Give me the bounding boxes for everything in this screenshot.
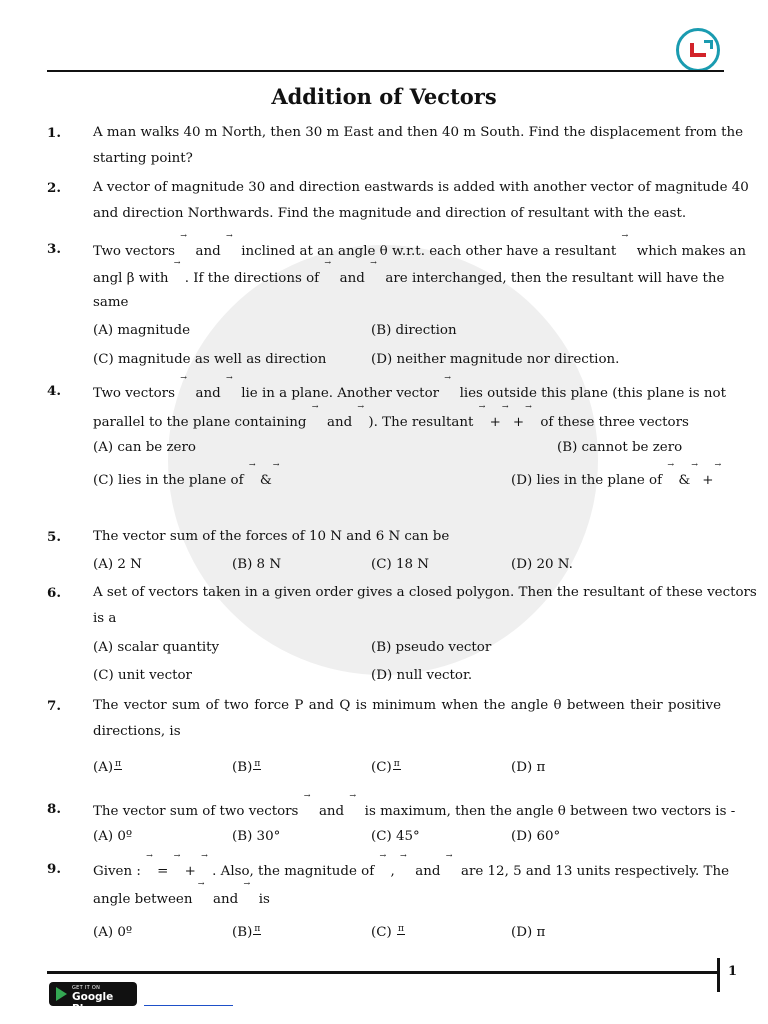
option-a: (A) π — [93, 759, 122, 775]
option-d: (D) lies in the plane of → &→ +→ — [511, 470, 726, 488]
question-text: same — [93, 295, 129, 310]
fraction: π — [115, 759, 122, 769]
question-text: The vector sum of the forces of 10 N and 6 N can be — [93, 529, 450, 544]
footer-divider — [47, 971, 719, 974]
question-text: angl β with → . If the directions of → and → are interchanged, then the resultant will have the — [93, 268, 721, 286]
option-a: (A) can be zero — [93, 440, 196, 455]
question-number: 9. — [47, 861, 61, 877]
option-b: (B) π — [232, 924, 261, 940]
vector-symbol — [378, 861, 390, 875]
question-number: 4. — [47, 383, 61, 399]
vector-symbol — [445, 861, 457, 875]
vector-symbol — [501, 412, 513, 426]
question-number: 2. — [47, 180, 61, 196]
option-a: (A) magnitude — [93, 323, 191, 338]
option-a: (A) 2 N — [93, 557, 142, 572]
footer-divider-tick — [717, 958, 720, 992]
fraction: π — [254, 759, 261, 769]
vector-symbol — [200, 861, 212, 875]
question-text: Given : → = → + → . Also, the magnitude of → , → and → are 12, 5 and 13 units respectively. The — [93, 861, 721, 879]
badge-store-name: Google Play — [72, 991, 114, 1015]
fraction: π — [398, 924, 404, 934]
question-text: angle between → and → is — [93, 889, 721, 907]
question-number: 7. — [47, 698, 61, 714]
question-text: The vector sum of two vectors → and → is maximum, then the angle θ between two vectors is - — [93, 801, 721, 819]
option-d: (D) π — [511, 760, 546, 775]
question-number: 5. — [47, 529, 61, 545]
vector-symbol — [524, 412, 536, 426]
google-play-badge[interactable] — [49, 982, 137, 1015]
vector-symbol — [443, 383, 455, 397]
page-number: 1 — [728, 964, 738, 979]
vector-symbol — [323, 268, 335, 282]
vector-symbol — [303, 801, 315, 815]
vector-symbol — [714, 470, 726, 484]
vector-symbol — [690, 470, 702, 484]
option-d: (D) 60° — [511, 829, 561, 844]
question-text: directions, is — [93, 724, 181, 739]
question-text: A set of vectors taken in a given order gives a closed polygon. Then the resultant of these vectors — [93, 585, 757, 600]
vector-symbol — [173, 268, 185, 282]
page-title: Addition of Vectors — [271, 84, 497, 109]
question-text: and direction Northwards. Find the magnitude and direction of resultant with the east. — [93, 206, 687, 221]
option-b: (B) 30° — [232, 829, 281, 844]
question-text: A vector of magnitude 30 and direction eastwards is added with another vector of magnitude 40 — [93, 180, 749, 195]
vector-symbol — [197, 889, 209, 903]
option-d: (D) neither magnitude nor direction. — [371, 352, 620, 367]
vector-symbol — [369, 268, 381, 282]
vector-symbol — [666, 470, 678, 484]
play-store-icon — [56, 987, 67, 1001]
option-a: (A) 0º — [93, 925, 133, 940]
option-c: (C) lies in the plane of → &→ — [93, 470, 284, 488]
vector-symbol — [348, 801, 360, 815]
vector-symbol — [242, 889, 254, 903]
question-text: starting point? — [93, 151, 193, 166]
question-text: A man walks 40 m North, then 30 m East and then 40 m South. Find the displacement from the — [93, 125, 743, 140]
question-text: Two vectors → and → lie in a plane. Another vector → lies outside this plane (this plane is not — [93, 383, 721, 401]
vector-symbol — [248, 470, 260, 484]
badge-caption: GET IT ON — [72, 985, 101, 991]
vector-symbol — [173, 861, 185, 875]
vector-symbol — [311, 412, 323, 426]
brand-logo — [676, 28, 720, 72]
question-text: is a — [93, 611, 117, 626]
option-b: (B) 8 N — [232, 557, 282, 572]
vector-symbol — [145, 861, 157, 875]
question-text: Two vectors → and → inclined at an angle θ w.r.t. each other have a resultant → which makes an — [93, 241, 721, 259]
option-a: (A) 0º — [93, 829, 133, 844]
fraction: π — [393, 759, 400, 769]
brand-logo-icon — [690, 43, 706, 57]
option-d: (D) π — [511, 925, 546, 940]
question-text: parallel to the plane containing → and → ). The resultant → +→ +→ of these three vectors — [93, 412, 721, 430]
option-c: (C) π — [371, 759, 400, 775]
vector-symbol — [225, 383, 237, 397]
vector-symbol — [272, 470, 284, 484]
option-c: (C) 45° — [371, 829, 420, 844]
question-number: 8. — [47, 801, 61, 817]
header-divider — [47, 70, 724, 72]
option-c: (C) π — [371, 924, 404, 940]
option-d: (D) 20 N. — [511, 557, 573, 572]
option-c: (C) 18 N — [371, 557, 429, 572]
vector-symbol — [620, 241, 632, 255]
option-c: (C) unit vector — [93, 668, 192, 683]
question-number: 6. — [47, 585, 61, 601]
question-number: 3. — [47, 241, 61, 257]
fraction: π — [254, 924, 261, 934]
option-b: (B) pseudo vector — [371, 640, 492, 655]
vector-symbol — [478, 412, 490, 426]
option-c: (C) magnitude as well as direction — [93, 352, 327, 367]
vector-symbol — [179, 383, 191, 397]
question-number: 1. — [47, 125, 61, 141]
option-b: (B) direction — [371, 323, 457, 338]
vector-symbol — [356, 412, 368, 426]
option-b: (B) cannot be zero — [557, 440, 683, 455]
option-d: (D) null vector. — [371, 668, 473, 683]
vector-symbol — [399, 861, 411, 875]
vector-symbol — [179, 241, 191, 255]
option-a: (A) scalar quantity — [93, 640, 220, 655]
vector-symbol — [225, 241, 237, 255]
footer-link[interactable] — [144, 1005, 233, 1006]
option-b: (B) π — [232, 759, 261, 775]
question-text: The vector sum of two force P and Q is minimum when the angle θ between their positive — [93, 698, 721, 713]
